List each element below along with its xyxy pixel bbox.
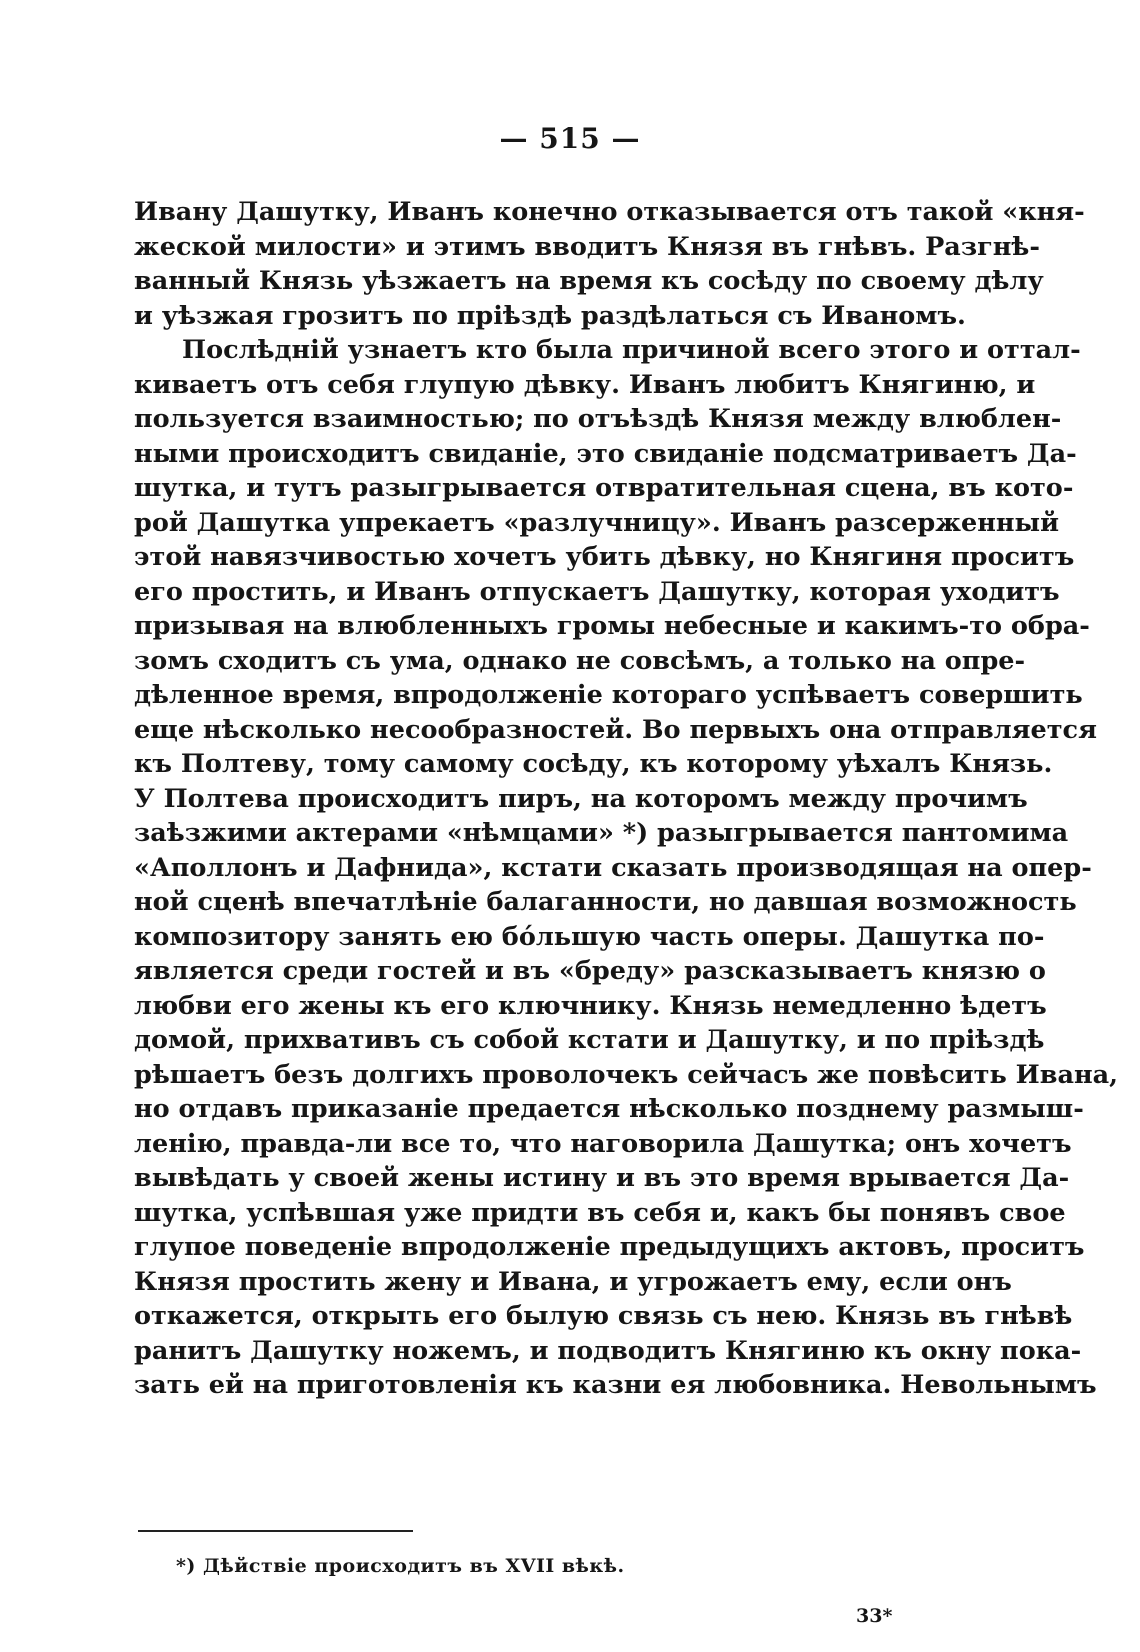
text-line: рой Дашутка упрекаетъ «разлучницу». Иванъ разсерженный: [134, 507, 1059, 538]
text-line: его простить, и Иванъ отпускаетъ Дашутку, которая уходитъ: [134, 576, 1060, 607]
footnote: *) Дѣйствіе происходитъ въ XVII вѣкѣ.: [176, 1555, 625, 1577]
text-line: любви его жены къ его ключнику. Князь немедленно ѣдетъ: [134, 990, 1047, 1021]
text-line: ванный Князь уѣзжаетъ на время къ сосѣду по своему дѣлу: [134, 266, 1044, 296]
page-number: — 515 —: [499, 122, 641, 155]
text-line: призывая на влюбленныхъ громы небесные и какимъ-то обра-: [134, 611, 1090, 641]
text-line: жеской милости» и этимъ вводитъ Князя въ гнѣвъ. Разгнѣ-: [134, 231, 1040, 262]
text-line: и уѣзжая грозитъ по пріѣздѣ раздѣлаться съ Иваномъ.: [134, 300, 966, 331]
text-line: киваетъ отъ себя глупую дѣвку. Иванъ любитъ Княгиню, и: [134, 369, 1036, 400]
text-line: къ Полтеву, тому самому сосѣду, къ которому уѣхалъ Князь.: [134, 749, 1053, 779]
text-line: вывѣдать у своей жены истину и въ это время врывается Да-: [134, 1163, 1070, 1193]
text-line: У Полтева происходитъ пиръ, на которомъ между прочимъ: [134, 783, 1028, 814]
text-line: заѣзжими актерами «нѣмцами» *) разыгрывается пантомима: [134, 818, 1069, 848]
text-line: Послѣдній узнаетъ кто была причиной всего этого и оттал-: [182, 335, 1081, 365]
text-line: ранитъ Дашутку ножемъ, и подводитъ Княгиню къ окну пока-: [134, 1335, 1082, 1366]
text-line: «Аполлонъ и Дафнида», кстати сказать производящая на опер-: [134, 852, 1092, 883]
text-line: еще нѣсколько несообразностей. Во первыхъ она отправляется: [134, 714, 1097, 745]
text-line: зать ей на приготовленія къ казни ея любовника. Невольнымъ: [134, 1370, 1097, 1400]
text-line: ной сценѣ впечатлѣніе балаганности, но давшая возможность: [134, 887, 1077, 917]
text-line: дѣленное время, впродолженіе котораго успѣваетъ совершить: [134, 680, 1083, 710]
text-line: является среди гостей и въ «бреду» разсказываетъ князю о: [134, 956, 1046, 986]
text-line: Князя простить жену и Ивана, и угрожаетъ ему, если онъ: [134, 1266, 1012, 1297]
text-line: откажется, открыть его былую связь съ нею. Князь въ гнѣвѣ: [134, 1301, 1073, 1331]
text-line: но отдавъ приказаніе предается нѣсколько позднему размыш-: [134, 1094, 1084, 1124]
text-line: шутка, и тутъ разыгрывается отвратительная сцена, въ кото-: [134, 473, 1074, 503]
text-line: ленію, правда-ли все то, что наговорила Дашутка; онъ хочетъ: [134, 1128, 1072, 1159]
text-line: зомъ сходитъ съ ума, однако не совсѣмъ, а только на опре-: [134, 645, 1026, 676]
text-line: рѣшаетъ безъ долгихъ проволочекъ сейчасъ же повѣсить Ивана,: [134, 1059, 1119, 1090]
text-line: композитору занять ею бо́льшую часть оперы. Дашутка по-: [134, 921, 1045, 952]
text-line: шутка, успѣвшая уже придти въ себя и, какъ бы понявъ свое: [134, 1197, 1066, 1228]
text-line: этой навязчивостью хочетъ убить дѣвку, но Княгиня проситъ: [134, 542, 1075, 572]
text-line: пользуется взаимностью; по отъѣздѣ Князя между влюблен-: [134, 404, 1062, 434]
text-line: Ивану Дашутку, Иванъ конечно отказывается отъ такой «кня-: [134, 197, 1085, 227]
text-line: глупое поведеніе впродолженіе предыдущихъ актовъ, проситъ: [134, 1232, 1085, 1262]
signature-mark: 33*: [856, 1605, 893, 1627]
text-line: домой, прихвативъ съ собой кстати и Дашутку, и по пріѣздѣ: [134, 1025, 1045, 1055]
footnote-divider: [138, 1530, 413, 1532]
body-text: [134, 195, 1119, 1403]
text-line: ными происходитъ свиданіе, это свиданіе подсматриваетъ Да-: [134, 438, 1077, 469]
